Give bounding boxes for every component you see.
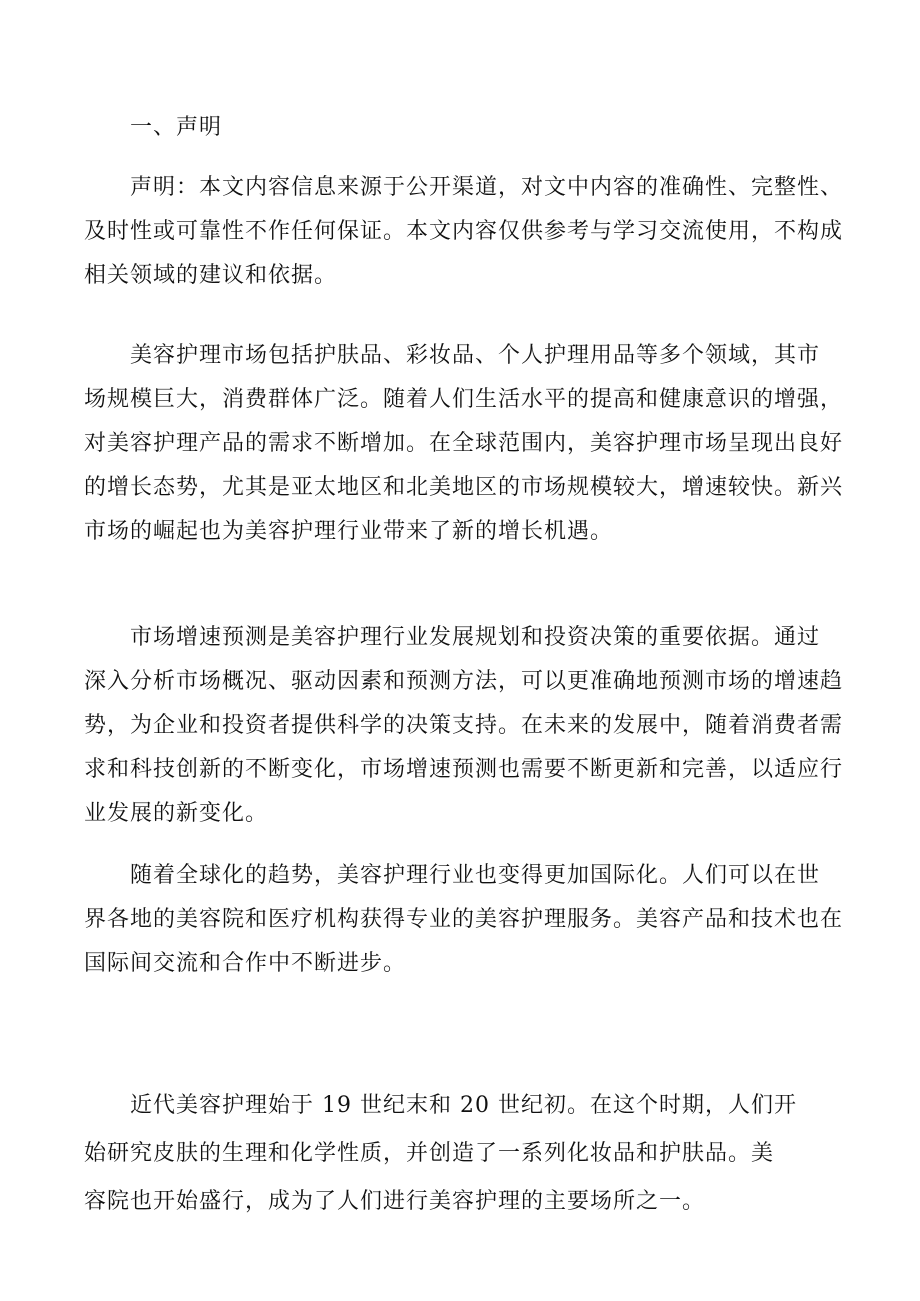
paragraph-line: 容院也开始盛行，成为了人们进行美容护理的主要场所之一。	[84, 1189, 706, 1214]
paragraph-line: 随着全球化的趋势，美容护理行业也变得更加国际化。人们可以在世	[84, 863, 821, 888]
paragraph-line: 市场的崛起也为美容护理行业带来了新的增长机遇。	[84, 519, 614, 544]
paragraph-line: 对美容护理产品的需求不断增加。在全球范围内，美容护理市场呈现出良好	[84, 431, 844, 456]
paragraph-market-overview	[84, 334, 843, 554]
paragraph-line: 的增长态势，尤其是亚太地区和北美地区的市场规模较大，增速较快。新兴	[84, 475, 844, 500]
paragraph-line: 场规模巨大，消费群体广泛。随着人们生活水平的提高和健康意识的增强，	[84, 387, 844, 412]
paragraph-line: 深入分析市场概况、驱动因素和预测方法，可以更准确地预测市场的增速趋	[84, 669, 844, 694]
paragraph-line: 相关领域的建议和依据。	[84, 263, 338, 288]
paragraph-line: 势，为企业和投资者提供科学的决策支持。在未来的发展中，随着消费者需	[84, 713, 844, 738]
paragraph-line: 及时性或可靠性不作任何保证。本文内容仅供参考与学习交流使用，不构成	[84, 219, 844, 244]
section-heading	[84, 106, 222, 150]
heading-text: 一、声明	[84, 115, 223, 140]
paragraph-history	[84, 1082, 797, 1226]
paragraph-line: 界各地的美容院和医疗机构获得专业的美容护理服务。美容产品和技术也在	[84, 907, 844, 932]
paragraph-globalization	[84, 854, 843, 986]
paragraph-line: 美容护理市场包括护肤品、彩妆品、个人护理用品等多个领域，其市	[84, 343, 821, 368]
paragraph-line: 求和科技创新的不断变化，市场增速预测也需要不断更新和完善，以适应行	[84, 757, 844, 782]
paragraph-line: 国际间交流和合作中不断进步。	[84, 951, 407, 976]
paragraph-line: 市场增速预测是美容护理行业发展规划和投资决策的重要依据。通过	[84, 625, 821, 650]
paragraph-line: 始研究皮肤的生理和化学性质，并创造了一系列化妆品和护肤品。美	[84, 1141, 775, 1166]
paragraph-disclaimer	[84, 166, 843, 298]
paragraph-line: 业发展的新变化。	[84, 801, 269, 826]
paragraph-line: 声明：本文内容信息来源于公开渠道，对文中内容的准确性、完整性、	[84, 175, 844, 200]
paragraph-growth-forecast	[84, 616, 843, 836]
paragraph-line: 近代美容护理始于 19 世纪末和 20 世纪初。在这个时期，人们开	[84, 1093, 797, 1118]
